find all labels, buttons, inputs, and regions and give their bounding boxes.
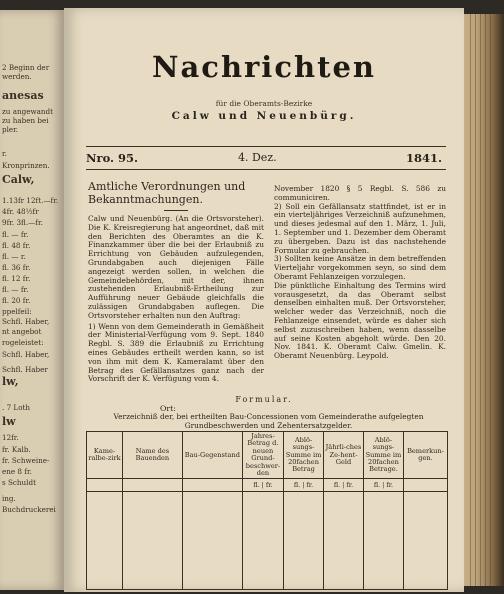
left-page-line: 9fr. 3fl.—fr. <box>2 218 43 227</box>
left-page-line: Buchdruckerei <box>2 505 56 514</box>
table-cell <box>403 492 447 590</box>
masthead-subtitle: für die Oberamts-Bezirke <box>215 99 313 108</box>
issue-number: Nro. 95. <box>86 151 139 165</box>
left-column <box>88 180 264 384</box>
masthead-districts: Calw und Neuenbürg. <box>171 110 357 122</box>
left-page-line: fl. 36 fr. <box>2 263 31 272</box>
left-page-line: 4fr. 48½fr <box>2 207 39 216</box>
left-page-line: fl. — r. <box>2 252 26 261</box>
table-blank-row <box>87 492 448 590</box>
left-page-line: ppelfeil: <box>2 307 32 316</box>
table-header: Bau-Gegenstand <box>182 432 242 479</box>
left-page-line: r. <box>2 149 7 158</box>
left-page-line: lw, <box>2 375 19 388</box>
left-page-line: . 7 Loth <box>2 403 31 412</box>
left-page-line: pler. <box>2 125 19 134</box>
left-page-line: fl. — fr. <box>2 230 29 239</box>
left-page-line: fl. 20 fr. <box>2 296 31 305</box>
header-rule-bottom <box>86 169 446 170</box>
heading-divider <box>164 210 188 211</box>
formular-title: Formular. <box>235 395 293 404</box>
left-page-line: 2 Beginn der <box>2 63 50 72</box>
table-header: Ablö-sungs-Summe im 20fachen Betrage. <box>363 432 403 479</box>
left-page-line: werden. <box>2 72 32 81</box>
left-page-line: Schfl. Haber <box>2 365 48 374</box>
table-header: Kame-ralbe-zirk <box>87 432 123 479</box>
table-header: Name des Bauenden <box>122 432 182 479</box>
table-cell <box>182 479 242 492</box>
table-cell <box>324 492 364 590</box>
issue-date: 4. Dez. <box>238 151 277 164</box>
paragraph-intro: Calw und Neuenbürg. (An die Ortsvorsteher). Die K. Kreisregierung hat angeordnet, daß mit den Berichten des Oberamtes an die K. Finanzkammer über die bei der Erlaubniß zu Errichtung von Gebäuden aufzulegenden, Grundabgaben auch diejenigen Fälle angezeigt werden sollen, in welchen die Gemeindebehörden, mit der, ihnen zustehenden Erlaubniß-Ertheilung zur Aufführung neuer Gebäude gleichfalls die zulässigen Grundabgaben auflegen. Die Ortsvorsteher erhalten nun den Auftrag: <box>88 214 264 320</box>
table-cell <box>122 492 182 590</box>
left-page-line: rogeleistet: <box>2 338 44 347</box>
table-cell: fl. | fr. <box>284 479 324 492</box>
paragraph-continuation: November 1820 § 5 Regbl. S. 586 zu communiciren. <box>274 184 446 202</box>
issue-line <box>86 151 446 167</box>
header-rule-top <box>86 146 446 147</box>
paragraph-closing: Die pünktliche Einhaltung des Termins wird vorausgesetzt, da das Oberamt selbst denselben einhalten muß. Der Ortsvorsteher, welcher weder das Verzeichniß, noch die Fehlanzeige einsendet, würde es daher sich selbst zuzuschreiben haben, wenn dasselbe auf seine Kosten abgeholt würde. Den 20. Nov. 1841. K. Oberamt Calw. Gmelin. K. Oberamt Neuenbürg. Leypold. <box>274 280 446 361</box>
left-page-line: fl. 12 fr. <box>2 274 31 283</box>
table-unit-row <box>87 479 448 492</box>
issue-year: 1841. <box>405 151 442 165</box>
left-page-line: ene 8 fr. <box>2 467 32 476</box>
adjacent-left-page <box>0 10 64 590</box>
paragraph-item-2: 2) Soll ein Gefällansatz stattfindet, ist er in ein vierteljähriges Verzeichniß aufzunehmen, und dieses jedesmal auf den 1. März, 1. Juli, 1. September und 1. Dezember dem Oberamt zu übergeben. Dazu ist das nachstehende Formular zu gebrauchen. <box>274 201 446 255</box>
register-table <box>86 431 448 590</box>
table-cell <box>284 492 324 590</box>
paragraph-item-3: 3) Sollten keine Ansätze in dem betreffenden Vierteljahr vorgekommen seyn, so sind dem Oberamt Fehlanzeigen vorzulegen. <box>274 254 446 281</box>
book-page-edges <box>464 14 504 586</box>
newspaper-page <box>64 8 464 592</box>
masthead-title: Nachrichten <box>151 50 376 84</box>
table-cell: fl. | fr. <box>324 479 364 492</box>
table-cell: fl. | fr. <box>242 479 283 492</box>
table-cell <box>87 479 123 492</box>
right-column <box>274 185 446 361</box>
left-page-line: anesas <box>2 89 44 102</box>
table-cell <box>122 479 182 492</box>
table-header: Bemerkun-gen. <box>403 432 447 479</box>
table-cell <box>363 492 403 590</box>
left-page-line: Schfl. Haber, <box>2 317 50 326</box>
left-page-line: s Schuldt <box>2 478 36 487</box>
table-cell <box>182 492 242 590</box>
left-page-line: Kronprinzen. <box>2 161 50 170</box>
left-page-line: zu angewandt <box>2 107 54 116</box>
left-page-line: fl. 48 fr. <box>2 241 31 250</box>
table-cell <box>403 479 447 492</box>
formular-ort: Ort: <box>160 404 176 413</box>
left-page-line: Calw, <box>2 173 35 186</box>
paragraph-item-1: 1) Wenn von dem Gemeinderath in Gemäßheit der Ministerial-Verfügung vom 9. Sept. 1840 Regbl. S. 389 die Erlaubniß zu Errichtung eines Gebäudes ertheilt werden kann, so ist von ihm mit dem K. Kameralamt über den Betrag des Gefällansatzes ganz nach der Vorschrift der K. Verfügung vom 4. <box>88 321 264 384</box>
table-cell <box>242 492 283 590</box>
left-page-line: fr. Kalb. <box>2 445 31 454</box>
table-cell <box>87 492 123 590</box>
table-header: Ablö-sungs-Summe im 20fachen Betrag <box>284 432 324 479</box>
left-page-line: nt angebot <box>2 327 42 336</box>
table-cell: fl. | fr. <box>363 479 403 492</box>
left-page-line: 1.13fr 12ft.—fr. <box>2 196 59 205</box>
left-page-line: fl. — fr. <box>2 285 29 294</box>
table-header-row <box>87 432 448 479</box>
formular-caption: Verzeichniß der, bei ertheilten Bau-Concessionen vom Gemeinderathe aufgelegten Grundbeschwerden und Zehentersatzgelder. <box>113 412 424 430</box>
table-header: Jahres-Betrag d. neuen Grund-beschwer-den <box>242 432 283 479</box>
left-page-line: ing. <box>2 494 16 503</box>
left-page-line: Schfl. Haber, <box>2 350 50 359</box>
left-page-line: zu haben bei <box>2 116 49 125</box>
table-header: Jährli-ches Ze-hent-Geld <box>324 432 364 479</box>
left-page-line: fr. Schweine- <box>2 456 50 465</box>
left-page-line: lw <box>2 415 16 428</box>
left-page-line: 12fr. <box>2 433 19 442</box>
section-heading: Amtliche Verordnungen und Bekanntmachungen. <box>88 180 246 206</box>
